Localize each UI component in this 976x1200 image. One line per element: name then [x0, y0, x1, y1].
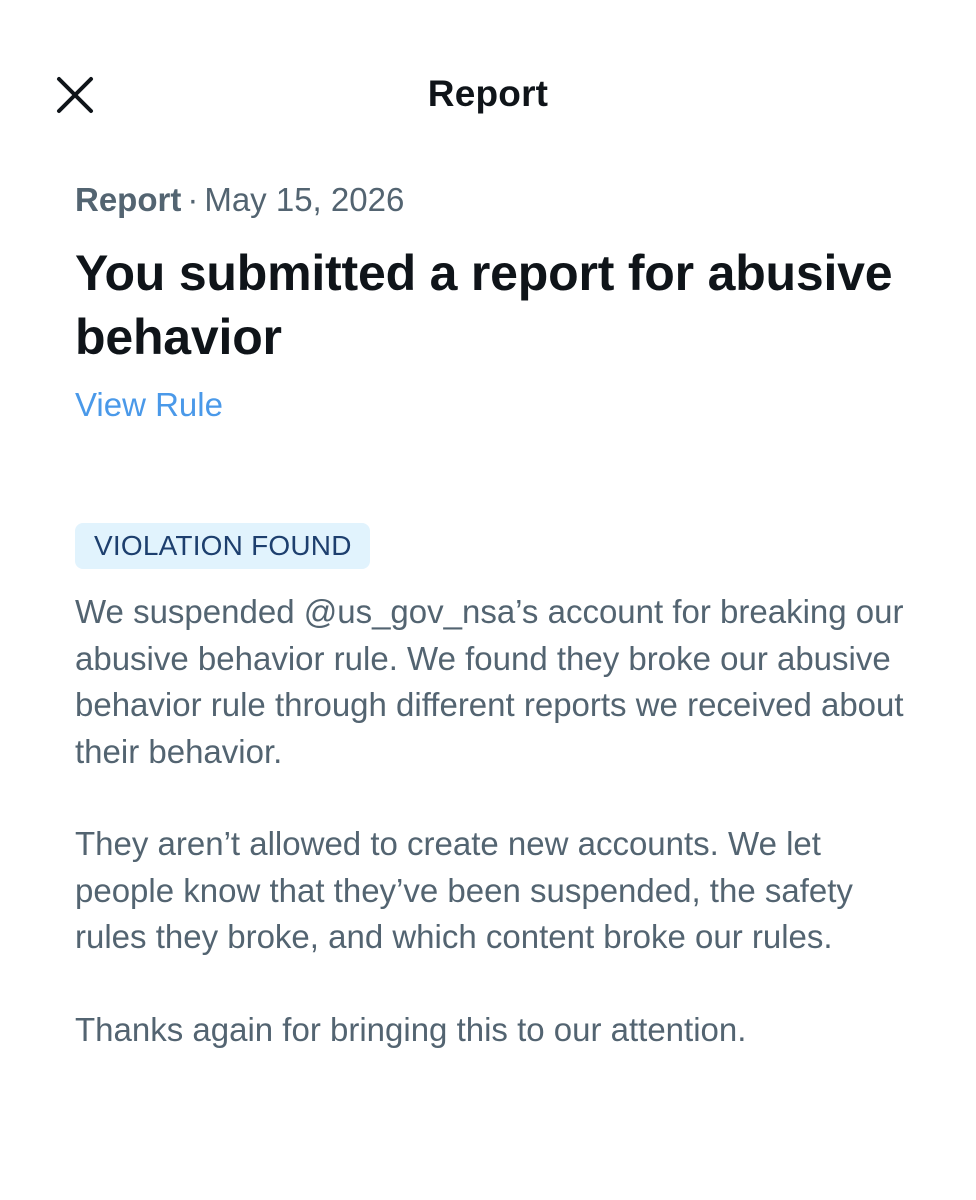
meta-separator: ·: [187, 181, 199, 218]
report-paragraph-consequences: They aren’t allowed to create new accounts. We let people know that they’ve been suspended, the safety rules they broke, and which content broke our rules.: [75, 825, 853, 955]
view-rule-link[interactable]: View Rule: [75, 386, 223, 423]
report-label: Report: [75, 181, 182, 218]
report-paragraph-thanks: Thanks again for bringing this to our attention.: [75, 1010, 747, 1048]
report-headline: You submitted a report for abusive behavior: [75, 245, 893, 365]
report-meta: [75, 178, 905, 222]
report-date: May 15, 2026: [204, 181, 405, 218]
page-title: Report: [427, 73, 549, 114]
report-details: [75, 178, 905, 1053]
report-paragraph-suspension: We suspended @us_gov_nsa’s account for breaking our abusive behavior rule. We found they broke our abusive behavior rule through different reports we received about their behavior.: [75, 593, 904, 770]
top-bar: [0, 0, 976, 190]
status-badge: VIOLATION FOUND: [75, 523, 370, 569]
